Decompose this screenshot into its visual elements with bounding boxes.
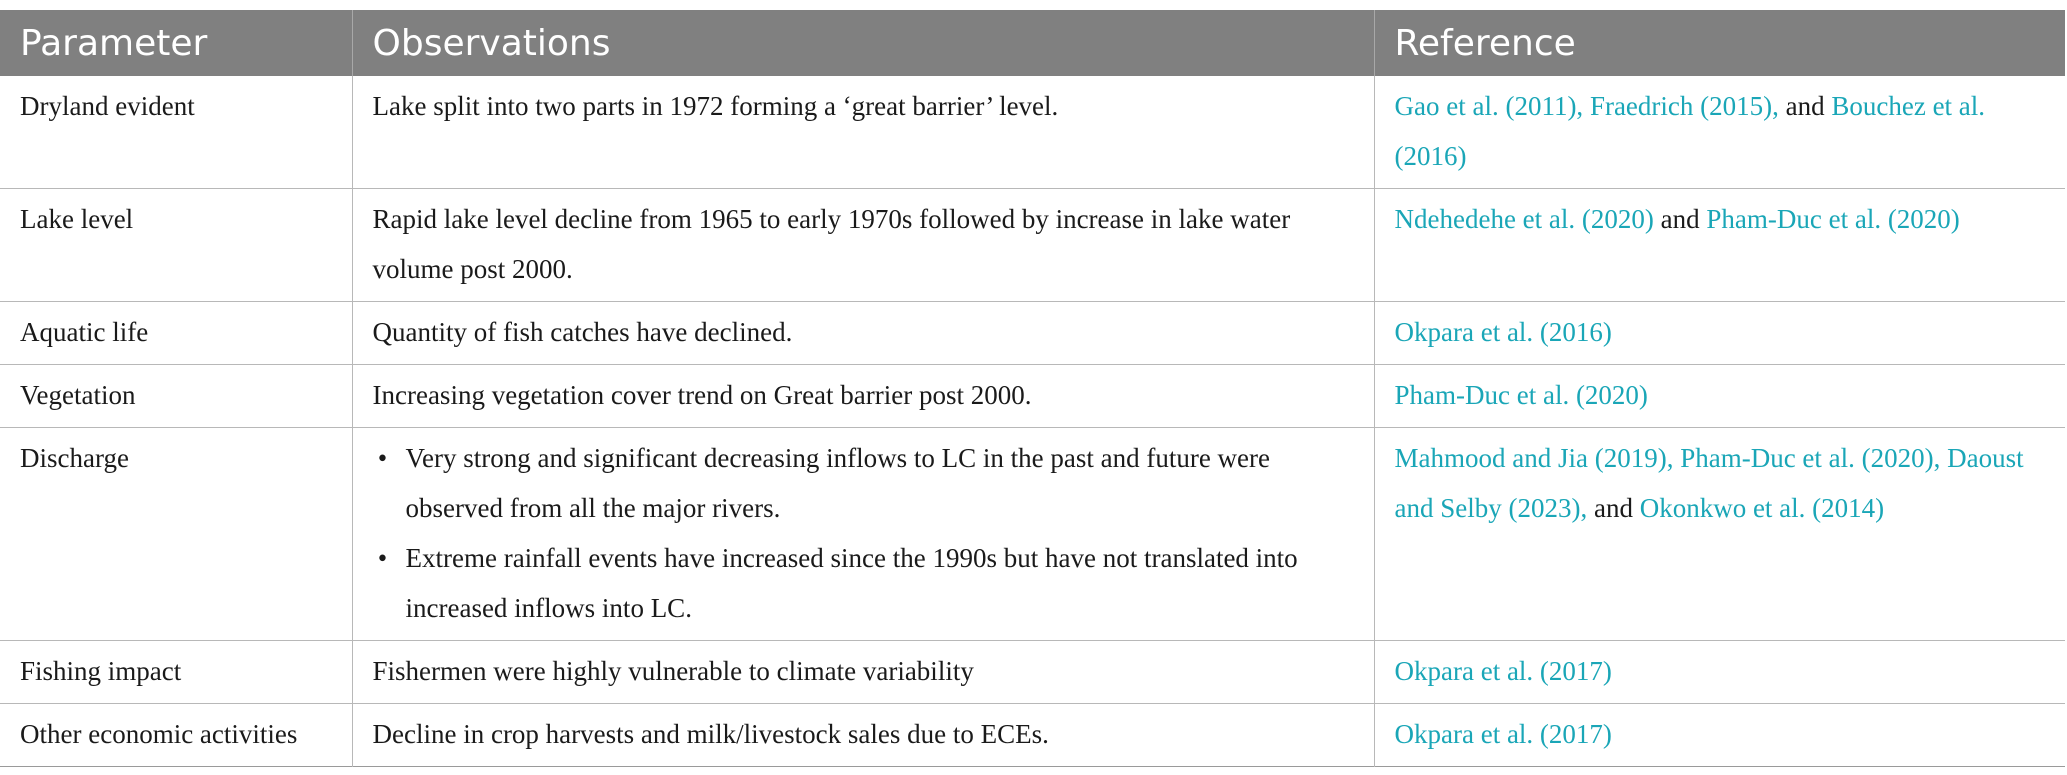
reference-joiner: and — [1587, 493, 1640, 523]
reference-cell — [1374, 641, 2065, 704]
bullet-icon: • — [377, 543, 388, 573]
reference-link[interactable]: Okonkwo et al. (2014) — [1639, 493, 1885, 523]
parameter-cell: Fishing impact — [0, 641, 352, 704]
reference-link[interactable]: Ndehedehe et al. (2020) — [1394, 204, 1654, 234]
reference-link[interactable]: Okpara et al. (2017) — [1394, 719, 1612, 749]
parameter-cell: Dryland evident — [0, 76, 352, 189]
reference-link[interactable]: Okpara et al. (2017) — [1394, 656, 1612, 686]
reference-link[interactable]: Gao et al. (2011), — [1394, 91, 1584, 121]
reference-cell — [1374, 428, 2065, 641]
observation-cell: Lake split into two parts in 1972 forming a ‘great barrier’ level. — [352, 76, 1374, 189]
observation-bullet-item — [377, 433, 1356, 533]
header-observations: Observations — [352, 10, 1374, 76]
reference-link[interactable]: Daoust and Selby (2023), — [1394, 443, 2024, 523]
table-header — [0, 10, 2065, 76]
parameter-cell: Aquatic life — [0, 302, 352, 365]
bullet-text: Extreme rainfall events have increased since the 1990s but have not translated into increased inflows into LC. — [405, 543, 1298, 623]
reference-joiner: and — [1778, 91, 1832, 121]
table-row — [0, 428, 2065, 641]
reference-link[interactable]: Okpara et al. (2016) — [1394, 317, 1612, 347]
parameter-cell: Discharge — [0, 428, 352, 641]
observation-cell: Rapid lake level decline from 1965 to early 1970s followed by increase in lake water volume post 2000. — [352, 189, 1374, 302]
header-row — [0, 10, 2065, 76]
observation-cell — [352, 428, 1374, 641]
table-row — [0, 704, 2065, 767]
header-reference: Reference — [1374, 10, 2065, 76]
table-row — [0, 641, 2065, 704]
observation-bullet-list — [373, 433, 1356, 633]
reference-cell — [1374, 365, 2065, 428]
parameter-observation-table — [0, 10, 2065, 767]
observation-cell: Quantity of fish catches have declined. — [352, 302, 1374, 365]
bullet-icon: • — [377, 443, 388, 473]
reference-link[interactable]: Bouchez et al. (2016) — [1394, 91, 1986, 171]
observation-bullet-item — [377, 533, 1356, 633]
table-body — [0, 76, 2065, 767]
reference-link[interactable]: Pham-Duc et al. (2020), — [1673, 443, 1941, 473]
reference-cell — [1374, 302, 2065, 365]
bullet-text: Very strong and significant decreasing inflows to LC in the past and future were observed from all the major rivers. — [405, 443, 1271, 523]
parameter-observation-table-container — [0, 10, 2065, 767]
header-parameter: Parameter — [0, 10, 352, 76]
reference-link[interactable]: Fraedrich (2015), — [1583, 91, 1779, 121]
observation-cell: Increasing vegetation cover trend on Great barrier post 2000. — [352, 365, 1374, 428]
parameter-cell: Vegetation — [0, 365, 352, 428]
reference-cell — [1374, 189, 2065, 302]
parameter-cell: Lake level — [0, 189, 352, 302]
reference-link[interactable]: Pham-Duc et al. (2020) — [1394, 380, 1648, 410]
reference-link[interactable]: Pham-Duc et al. (2020) — [1706, 204, 1960, 234]
observation-cell: Fishermen were highly vulnerable to climate variability — [352, 641, 1374, 704]
reference-link[interactable]: Mahmood and Jia (2019), — [1394, 443, 1674, 473]
table-row — [0, 365, 2065, 428]
table-row — [0, 76, 2065, 189]
observation-cell: Decline in crop harvests and milk/livestock sales due to ECEs. — [352, 704, 1374, 767]
reference-joiner: and — [1653, 204, 1707, 234]
table-row — [0, 302, 2065, 365]
parameter-cell: Other economic activities — [0, 704, 352, 767]
reference-cell — [1374, 76, 2065, 189]
table-row — [0, 189, 2065, 302]
reference-cell — [1374, 704, 2065, 767]
